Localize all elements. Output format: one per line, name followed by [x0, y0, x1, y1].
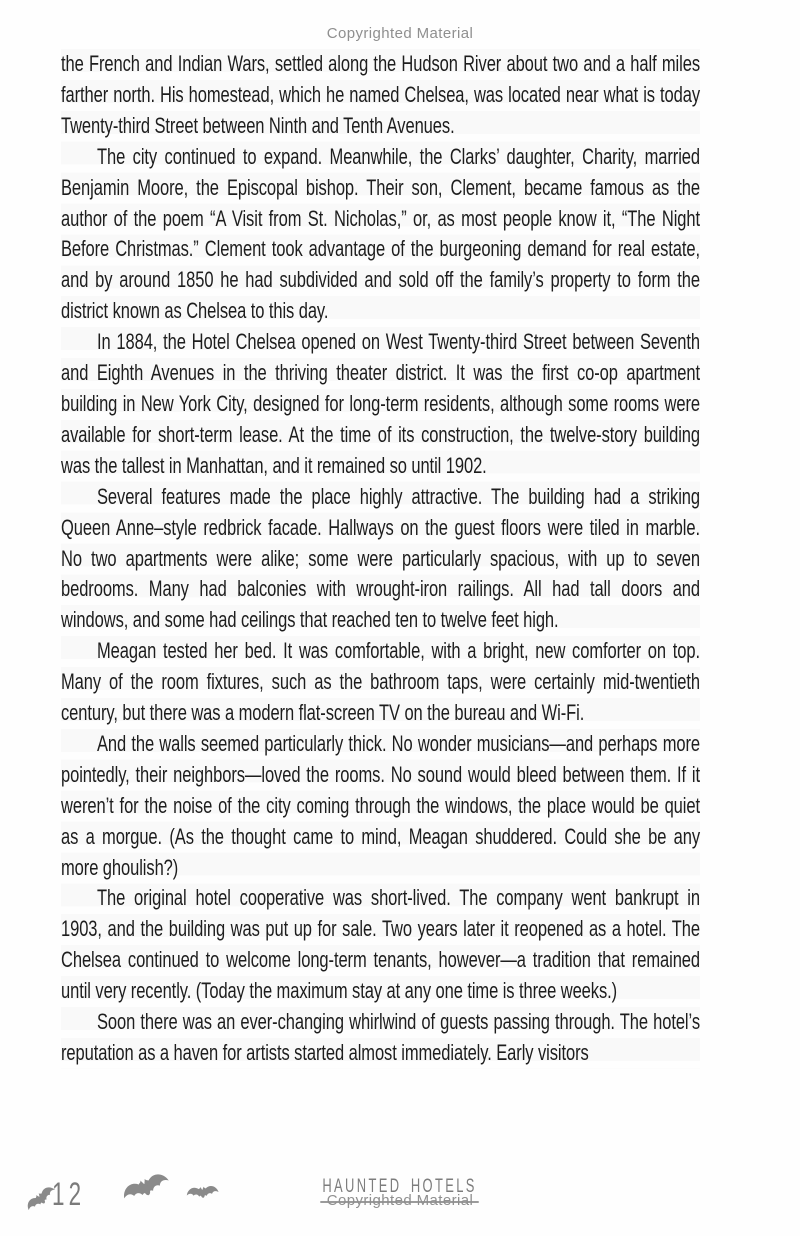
- copyright-notice-bottom: Copyrighted Material: [326, 1192, 474, 1209]
- paragraph: Meagan tested her bed. It was comfortable, with a bright, new comforter on top. Many of the room fixtures, such as the bathroom taps, were certainly mid-twentieth century, but there was a modern flat-screen TV on the bureau and Wi-Fi.: [61, 638, 700, 726]
- paragraph: And the walls seemed particularly thick. No wonder musicians—and perhaps more pointedly, their neighbors—loved the rooms. No sound would bleed between them. If it weren’t for the noise of the city coming through the windows, the place would be quiet as a morgue. (As the thought came to mind, Meagan shuddered. Could she be any more ghoulish?): [61, 730, 700, 880]
- page-number: 12: [52, 1176, 86, 1212]
- paragraph: The original hotel cooperative was short-lived. The company went bankrupt in 1903, and the building was put up for sale. Two years later it reopened as a hotel. The Chelsea continued to welcome long-term tenants, however—a tradition that remained until very recently. (Today the maximum stay at any one time is three weeks.): [61, 885, 700, 1004]
- paragraph: In 1884, the Hotel Chelsea opened on West Twenty-third Street between Seventh and Eighth Avenues in the thriving theater district. It was the first co-op apartment building in New York City, designed for long-term residents, although some rooms were available for short-term lease. At the time of its construction, the twelve-story building was the tallest in Manhattan, and it remained so until 1902.: [61, 329, 700, 478]
- paragraph: The city continued to expand. Meanwhile, the Clarks’ daughter, Charity, married Benjamin Moore, the Episcopal bishop. Their son, Clement, became famous as the author of the poem “A Visit from St. Nicholas,” or, as most people know it, “The Night Before Christmas.” Clement took advantage of the burgeoning demand for real estate, and by around 1850 he had subdivided and sold off the family’s property to form the district known as Chelsea to this day.: [61, 143, 700, 324]
- page-text: [61, 49, 700, 1069]
- paragraph: Soon there was an ever-changing whirlwind of guests passing through. The hotel’s reputation as a haven for artists started almost immediately. Early visitors: [61, 1009, 700, 1065]
- paragraph: the French and Indian Wars, settled along the Hudson River about two and a half miles farther north. His homestead, which he named Chelsea, was located near what is today Twenty-third Street between Ninth and Tenth Avenues.: [61, 51, 700, 138]
- book-title: HAUNTED HOTELS: [321, 1176, 480, 1203]
- copyright-notice-top: Copyrighted Material: [326, 25, 474, 42]
- paragraph: Several features made the place highly attractive. The building had a striking Queen Anne–style redbrick facade. Hallways on the guest floors were tiled in marble. No two apartments were alike; some were particularly spacious, with up to seven bedrooms. Many had balconies with wrought-iron railings. All had tall doors and windows, and some had ceilings that reached ten to twelve feet high.: [61, 483, 700, 633]
